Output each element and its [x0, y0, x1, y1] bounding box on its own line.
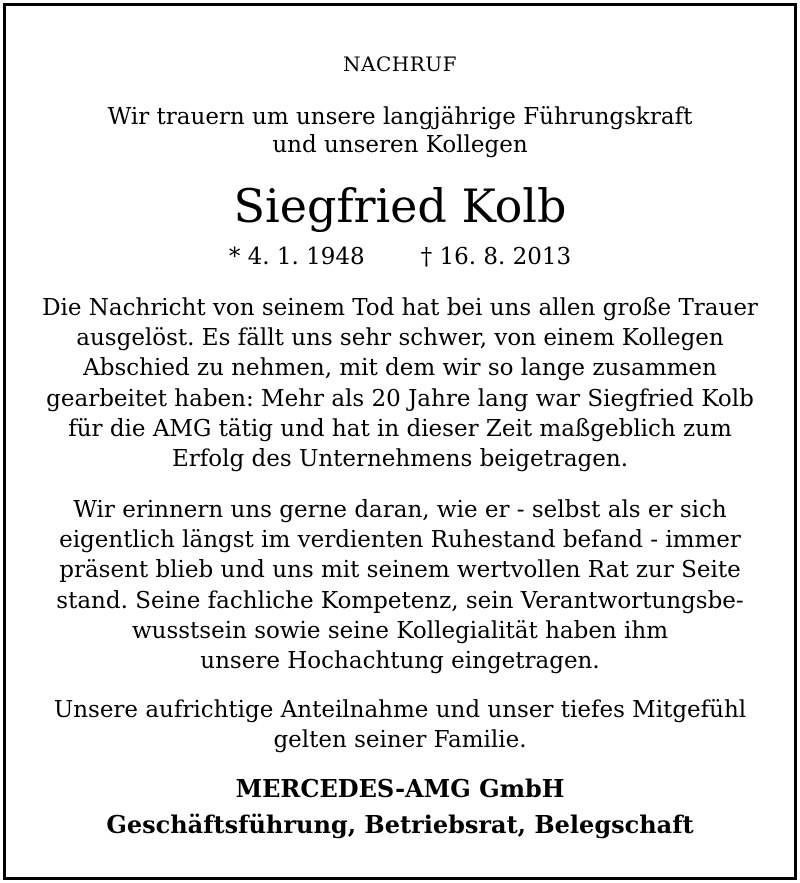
company-name: MERCEDES-AMG GmbH	[235, 774, 565, 803]
paragraph-line: Abschied zu nehmen, mit dem wir so lange zusammen	[83, 355, 717, 382]
paragraph-line: Unsere aufrichtige Anteilnahme und unser tiefes Mitgefühl	[53, 697, 747, 723]
paragraph-line: stand. Seine fachliche Kompetenz, sein Verantwortungsbe-	[56, 587, 744, 614]
signature-block	[12, 771, 788, 843]
signatory-departments: Geschäftsführung, Betriebsrat, Belegschaft	[106, 810, 694, 839]
paragraph-line: Erfolg des Unternehmens beigetragen.	[171, 446, 629, 473]
paragraph-condolences	[12, 695, 788, 755]
deceased-name: Siegfried Kolb	[233, 179, 567, 233]
paragraph-line: wusstsein sowie seine Kollegialität haben ihm	[131, 617, 669, 644]
obituary-heading: NACHRUF	[343, 52, 457, 76]
paragraph-line: Die Nachricht von seinem Tod hat bei uns allen große Trauer	[42, 295, 758, 321]
death-date: † 16. 8. 2013	[420, 244, 572, 270]
intro-line: Wir trauern um unsere langjährige Führungskraft	[107, 104, 693, 130]
obituary-frame	[3, 3, 797, 880]
paragraph-line: gelten seiner Familie.	[273, 727, 527, 754]
paragraph-line: gearbeitet haben: Mehr als 20 Jahre lang war Siegfried Kolb	[46, 385, 754, 412]
paragraph-line: ausgelöst. Es fällt uns sehr schwer, von einem Kollegen	[76, 325, 724, 352]
paragraph-line: für die AMG tätig und hat in dieser Zeit maßgeblich zum	[68, 415, 732, 442]
paragraph-line: unsere Hochachtung eingetragen.	[200, 648, 600, 675]
intro-line: und unseren Kollegen	[272, 132, 528, 158]
paragraph-line: Wir erinnern uns gerne daran, wie er - selbst als er sich	[73, 497, 727, 523]
paragraph-line: präsent blieb und uns mit seinem wertvollen Rat zur Seite	[59, 557, 741, 584]
paragraph-tribute	[12, 293, 788, 474]
birth-date: * 4. 1. 1948	[228, 244, 365, 270]
paragraph-memories	[12, 495, 788, 676]
life-dates	[12, 243, 788, 271]
intro-text	[12, 103, 788, 159]
paragraph-line: eigentlich längst im verdienten Ruhestand befand - immer	[59, 527, 741, 554]
